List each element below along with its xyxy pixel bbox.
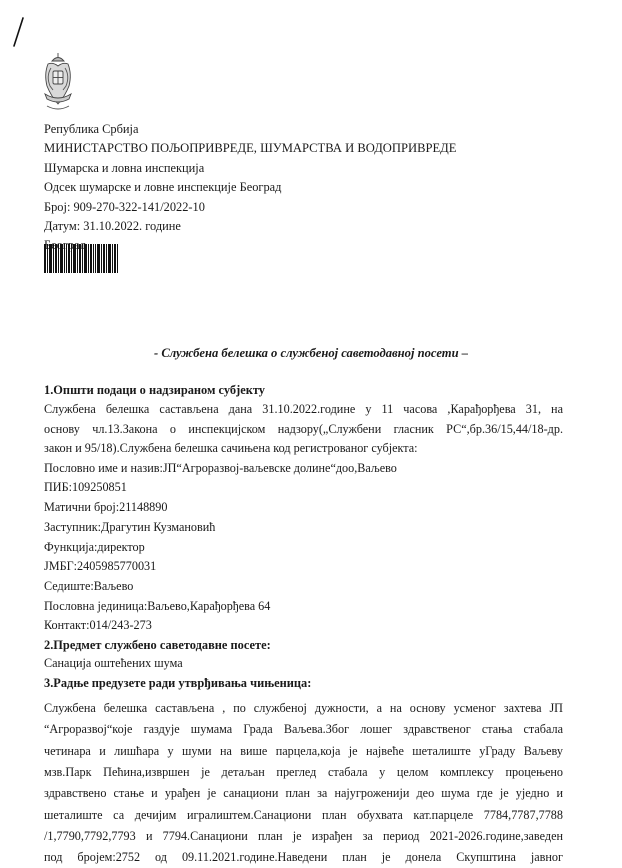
section-heading: 1.Општи подаци о надзираном субјекту (44, 383, 266, 397)
field-pib: ПИБ:109250851 (44, 480, 127, 495)
paragraph-line: закон и 95/18).Службена белешка сачињена код регистрованог субјекта: (44, 441, 418, 456)
section-paragraph (44, 400, 563, 459)
department-name: Одсек шумарске и ловне инспекције Београд (44, 180, 282, 195)
paragraph-line: /1,7790,7792,7793 и 7794.Санациони план је израђен за период 2021-2026.године,заведен (44, 828, 563, 843)
section-heading: 3.Радње предузете ради утврђивања чињеница: (44, 676, 312, 691)
paragraph-line: шеталиште са дечијим игралиштем.Санациони план обухвата кат.парцеле 7784,7787,7788 (44, 807, 563, 822)
paragraph-line: основу чл.13.Закона о инспекцијском надзору(„Службени гласник РС“,бр.36/15,44/18-др. (44, 421, 563, 436)
country-name: Република Србија (44, 122, 139, 136)
field-business-name: Пословно име и назив:ЈП“Агроразвој-ваљевске долине“доо,Ваљево (44, 460, 397, 475)
section-paragraph (44, 698, 563, 868)
paragraph-line: мзв.Парк Пећина,извршен је детаљан преглед стабала у целом комплексу процењено (44, 765, 563, 779)
paragraph-line: Службена белешка састављена дана 31.10.2022.године у 11 часова ,Карађорђева 31, на (44, 402, 563, 416)
field-registration-number: Матични број:21148890 (44, 500, 168, 515)
field-jmbg: ЈМБГ:2405985770031 (44, 559, 157, 574)
paragraph-line: четинара и лишћара у шуми на више парцела,која је највеће шеталиште уГраду Ваљеву (44, 743, 563, 758)
header-block (44, 120, 456, 256)
document-number: Број: 909-270-322-141/2022-10 (44, 199, 205, 214)
paragraph-line: Службена белешка састављена , по службеној дужности, а на основу усменог захтева ЈП (44, 701, 563, 716)
coat-of-arms-icon (42, 52, 74, 114)
inspection-name: Шумарска и ловна инспекција (44, 160, 205, 175)
barcode (44, 244, 118, 273)
field-business-unit: Пословна јединица:Ваљево,Карађорђева 64 (44, 598, 271, 613)
paragraph-line: “Агроразвој“које газдује шумама Града Ваљева.Због лошег здравственог стања стабала (44, 722, 563, 737)
document-date: Датум: 31.10.2022. године (44, 219, 181, 234)
field-headquarters: Седиште:Ваљево (44, 579, 134, 593)
document-title: - Службена белешка о службеној саветодавној посети – (153, 346, 469, 360)
visit-subject: Санација оштећених шума (44, 656, 183, 671)
paragraph-line: под бројем:2752 од 09.11.2021.године.Наведени план је донела Скупштина јавног (44, 850, 563, 865)
section-general-data (44, 380, 563, 868)
handwritten-mark (10, 16, 26, 48)
field-representative: Заступник:Драгутин Кузмановић (44, 519, 216, 534)
paragraph-line: здравствено стање и урађен је санациони план за најугроженији део шума где је уједно и (44, 786, 563, 801)
field-function: Функција:директор (44, 539, 145, 554)
ministry-name: МИНИСТАРСТВО ПОЉОПРИВРЕДЕ, ШУМАРСТВА И ВОДОПРИВРЕДЕ (44, 141, 457, 156)
field-contact: Контакт:014/243-273 (44, 618, 152, 633)
section-heading: 2.Предмет службено саветодавне посете: (44, 638, 271, 653)
